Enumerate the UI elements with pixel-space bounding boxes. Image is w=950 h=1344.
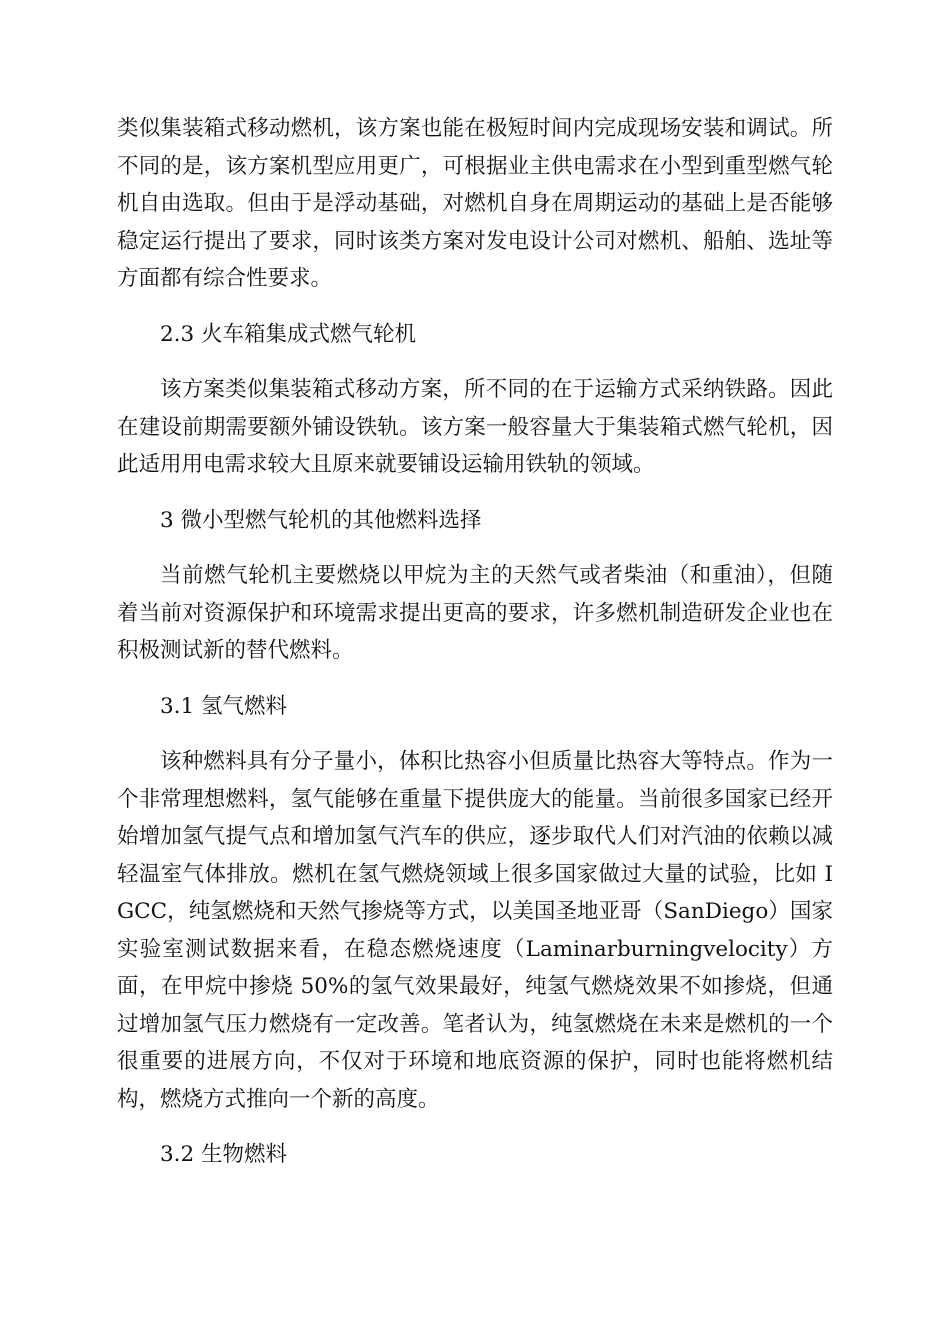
paragraph-rail-plant: 该方案类似集装箱式移动方案，所不同的在于运输方式采纳铁路。因此在建设前期需要额外铺设铁轨。该方案一般容量大于集装箱式燃气轮机，因此适用用电需求较大且原来就要铺设运输用铁轨的领域。: [117, 377, 833, 477]
paragraph-floating-plant: 类似集装箱式移动燃机，该方案也能在极短时间内完成现场安装和调试。所不同的是，该方案机型应用更广，可根据业主供电需求在小型到重型燃气轮机自由选取。但由于是浮动基础，对燃机自身在周期运动的基础上是否能够稳定运行提出了要求，同时该类方案对发电设计公司对燃机、船舶、选址等方面都有综合性要求。: [117, 116, 833, 291]
section-heading-3-2: 3.2 生物燃料: [160, 1142, 288, 1167]
section-heading-3: 3 微小型燃气轮机的其他燃料选择: [160, 507, 482, 533]
paragraph-alternative-fuels: 当前燃气轮机主要燃烧以甲烷为主的天然气或者柴油（和重油），但随着当前对资源保护和环境需求提出更高的要求，许多燃机制造研发企业也在积极测试新的替代燃料。: [117, 563, 833, 663]
section-heading-3-1: 3.1 氢气燃料: [160, 693, 288, 719]
document-page: [117, 110, 833, 1174]
section-heading-2-3: 2.3 火车箱集成式燃气轮机: [160, 321, 417, 347]
paragraph-hydrogen-fuel: 该种燃料具有分子量小，体积比热容小但质量比热容大等特点。作为一个非常理想燃料，氢气能够在重量下提供庞大的能量。当前很多国家已经开始增加氢气提气点和增加氢气汽车的供应，逐步取代人们对汽油的依赖以减轻温室气体排放。燃机在氢气燃烧领域上很多国家做过大量的试验，比如 IGCC，纯氢燃烧和天然气掺烧等方式，以美国圣地亚哥（SanDiego）国家实验室测试数据来看，在稳态燃烧速度（Laminarburningvelocity）方面，在甲烷中掺烧 50%的氢气效果最好，纯氢气燃烧效果不如掺烧，但通过增加氢气压力燃烧有一定改善。笔者认为，纯氢燃烧在未来是燃机的一个很重要的进展方向，不仅对于环境和地底资源的保护，同时也能将燃机结构，燃烧方式推向一个新的高度。: [117, 749, 833, 1112]
